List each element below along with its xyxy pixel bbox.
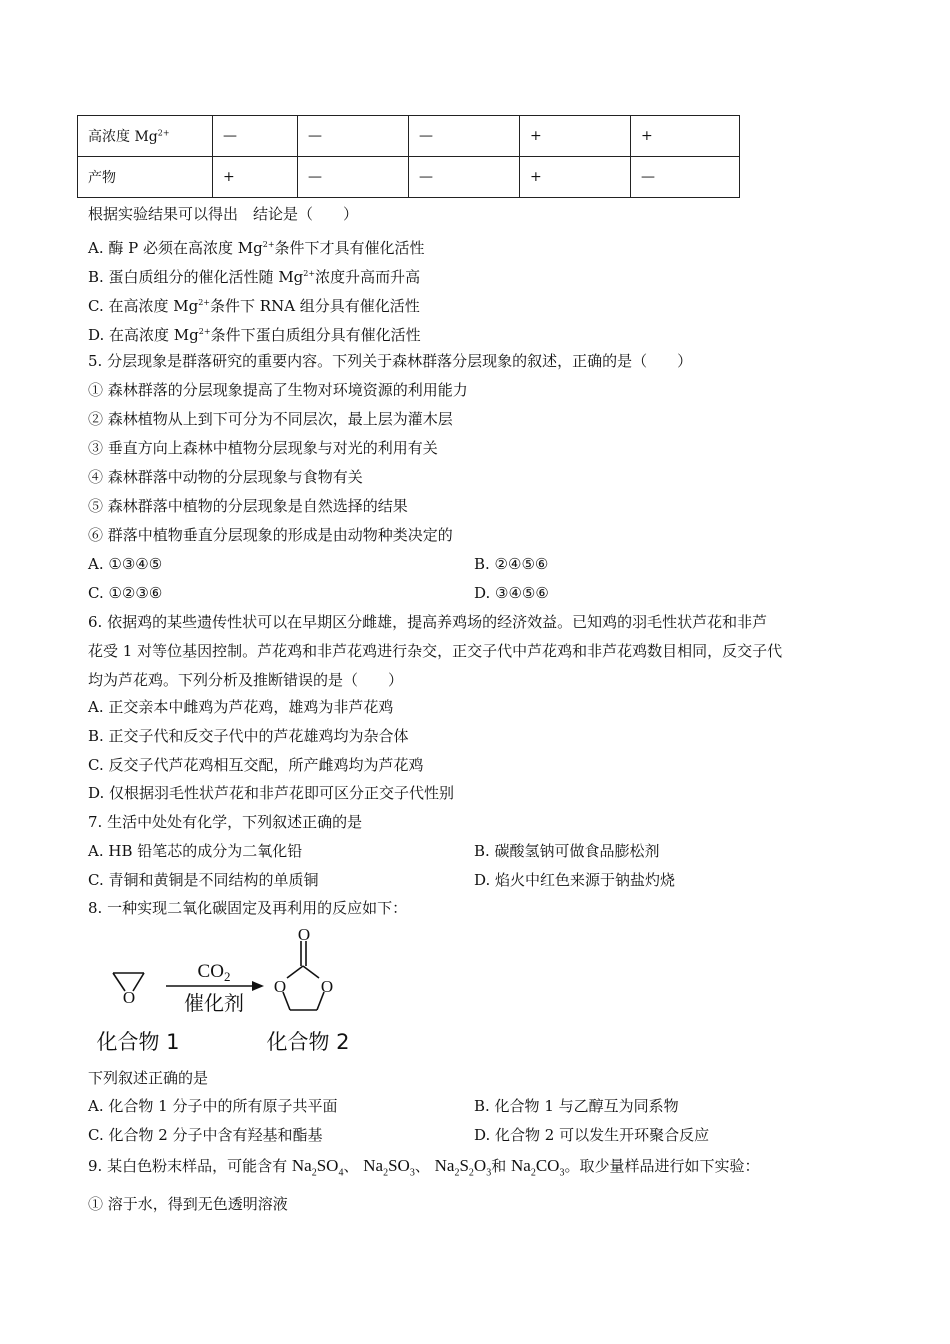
cyclic-carbonate-structure — [283, 941, 324, 1010]
q5-statement: ④ 森林群落中动物的分层现象与食物有关 — [88, 468, 363, 486]
q8-option-d[interactable]: D. 化合物 2 可以发生开环聚合反应 — [474, 1126, 710, 1144]
q6-option-c[interactable]: C. 反交子代芦花鸡相互交配，所产雌鸡均为芦花鸡 — [88, 756, 424, 774]
q5-option-d[interactable]: D. ③④⑤⑥ — [474, 584, 549, 602]
q6-option-a[interactable]: A. 正交亲本中雌鸡为芦花鸡，雄鸡为非芦花鸡 — [88, 698, 394, 716]
q6-stem-line-2: 花受 1 对等位基因控制。芦花鸡和非芦花鸡进行杂交，正交子代中芦花鸡和非芦花鸡数目相同，反交子代 — [88, 642, 783, 660]
table-cell: — — [213, 116, 298, 157]
q6-option-d[interactable]: D. 仅根据羽毛性状芦花和非芦花即可区分正交子代性别 — [88, 784, 455, 802]
results-table — [77, 115, 740, 198]
table-row-header: 高浓度 $Mg^{2+}$ — [78, 116, 213, 157]
q5-statement: ③ 垂直方向上森林中植物分层现象与对光的利用有关 — [88, 439, 438, 457]
formula-na2s2o3: $Na_2S_2O_3$ — [434, 1156, 492, 1179]
compound-1-label: 化合物 1 — [96, 1030, 180, 1054]
formula-na2so4: $Na_2SO_4$ — [291, 1156, 344, 1179]
q8-option-b[interactable]: B. 化合物 1 与乙醇互为同系物 — [474, 1097, 679, 1115]
q8-follow-text: 下列叙述正确的是 — [88, 1069, 209, 1087]
q7-option-d[interactable]: D. 焰火中红色来源于钠盐灼烧 — [474, 871, 676, 889]
table-cell: — — [409, 157, 520, 198]
epoxide-oxygen-label: O — [122, 988, 136, 1007]
catalyst-label: 催化剂 — [184, 991, 244, 1015]
q4-option-a[interactable]: A. 酶 P 必须在高浓度 $Mg^{2+}$条件下才具有催化活性 — [88, 239, 425, 257]
table-cell: + — [631, 116, 740, 157]
q4-option-c[interactable]: C. 在高浓度 $Mg^{2+}$条件下 RNA 组分具有催化活性 — [88, 297, 420, 315]
table-cell: + — [520, 157, 631, 198]
q6-stem-line-3: 均为芦花鸡。下列分析及推断错误的是（ ） — [88, 671, 404, 689]
q4-stem: 根据实验结果可以得出 结论是（ ） — [88, 205, 359, 223]
table-row — [78, 157, 740, 198]
q5-option-a[interactable]: A. ①③④⑤ — [88, 555, 163, 573]
q6-option-b[interactable]: B. 正交子代和反交子代中的芦花雄鸡均为杂合体 — [88, 727, 409, 745]
q8-option-a[interactable]: A. 化合物 1 分子中的所有原子共平面 — [88, 1097, 338, 1115]
arrow-head-icon — [252, 981, 264, 991]
table-row-header: 产物 — [78, 157, 213, 198]
table-cell: + — [520, 116, 631, 157]
table-cell: — — [631, 157, 740, 198]
reaction-scheme — [80, 924, 380, 1059]
q4-option-d[interactable]: D. 在高浓度 $Mg^{2+}$条件下蛋白质组分具有催化活性 — [88, 326, 421, 344]
q7-option-b[interactable]: B. 碳酸氢钠可做食品膨松剂 — [474, 842, 660, 860]
q5-option-b[interactable]: B. ②④⑤⑥ — [474, 555, 549, 573]
q5-statement: ① 森林群落的分层现象提高了生物对环境资源的利用能力 — [88, 381, 468, 399]
formula-na2so3: $Na_2SO_3$ — [363, 1156, 415, 1179]
q7-stem: 7. 生活中处处有化学，下列叙述正确的是 — [88, 813, 363, 831]
q4-option-b[interactable]: B. 蛋白质组分的催化活性随 $Mg^{2+}$浓度升高而升高 — [88, 268, 421, 286]
table-cell: + — [213, 157, 298, 198]
q8-stem: 8. 一种实现二氧化碳固定及再利用的反应如下： — [88, 899, 408, 917]
ring-oxygen-right-label: O — [320, 977, 334, 996]
q5-stem: 5. 分层现象是群落研究的重要内容。下列关于森林群落分层现象的叙述，正确的是（ ） — [88, 352, 693, 370]
table-cell: — — [298, 116, 409, 157]
ring-oxygen-left-label: O — [273, 977, 287, 996]
table-cell: — — [409, 116, 520, 157]
table-row — [78, 116, 740, 157]
q9-step-1: ① 溶于水，得到无色透明溶液 — [88, 1195, 288, 1213]
q5-statement: ⑥ 群落中植物垂直分层现象的形成是由动物种类决定的 — [88, 526, 453, 544]
q8-option-c[interactable]: C. 化合物 2 分子中含有羟基和酯基 — [88, 1126, 323, 1144]
q9-stem: 9. 某白色粉末样品，可能含有 $Na_2SO_4$、 $Na_2SO_3$、 $Na_2S_2O_3$和 $Na_2CO_3$。取少量样品进行如下实验： — [88, 1156, 760, 1179]
q7-option-c[interactable]: C. 青铜和黄铜是不同结构的单质铜 — [88, 871, 319, 889]
table-cell: — — [298, 157, 409, 198]
reagent-co2-label: $CO_2$ — [197, 961, 231, 984]
compound-2-label: 化合物 2 — [266, 1030, 350, 1054]
formula-na2co3: $Na_2CO_3$ — [511, 1156, 565, 1179]
carbonyl-oxygen-label: O — [297, 925, 311, 944]
q5-statement: ② 森林植物从上到下可分为不同层次，最上层为灌木层 — [88, 410, 453, 428]
q5-statement: ⑤ 森林群落中植物的分层现象是自然选择的结果 — [88, 497, 408, 515]
q6-stem-line-1: 6. 依据鸡的某些遗传性状可以在早期区分雌雄，提高养鸡场的经济效益。已知鸡的羽毛性状芦花和非芦 — [88, 613, 768, 631]
q7-option-a[interactable]: A. HB 铅笔芯的成分为二氧化铅 — [88, 842, 303, 860]
q5-option-c[interactable]: C. ①②③⑥ — [88, 584, 163, 602]
